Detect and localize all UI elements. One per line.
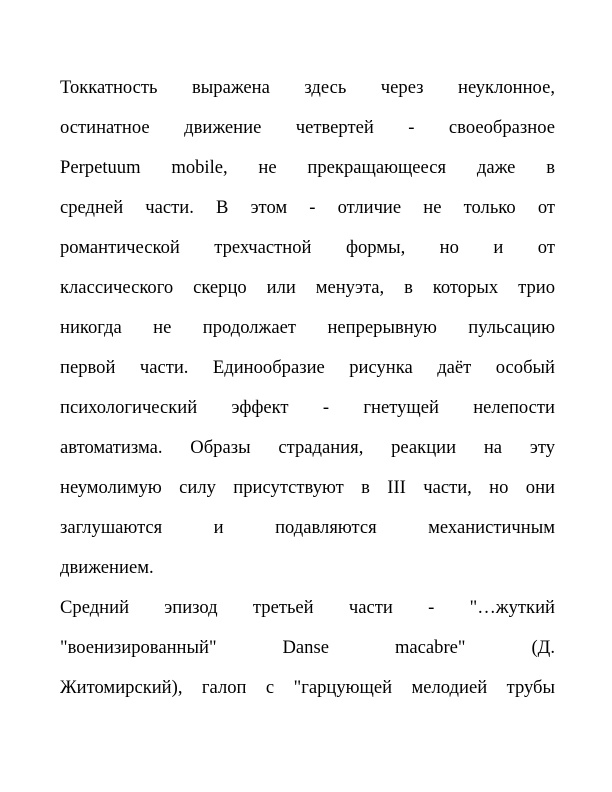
paragraph-end-line: движением. [60,557,154,578]
text-line: Токкатность выражена здесь через неуклонное, [60,77,555,98]
text-line: Житомирский), галоп с "гарцующей мелодией трубы [60,677,555,698]
text-line: романтической трехчастной формы, но и от [60,237,555,258]
text-line: средней части. В этом - отличие не только от [60,197,555,218]
text-line: психологический эффект - гнетущей нелепости [60,397,555,418]
text-line: неумолимую силу присутствуют в III части, но они [60,477,555,498]
text-line: автоматизма. Образы страдания, реакции на эту [60,437,555,458]
text-line: классического скерцо или менуэта, в которых трио [60,277,555,298]
text-line: Perpetuum mobile, не прекращающееся даже в [60,157,555,178]
text-line: первой части. Единообразие рисунка даёт особый [60,357,555,378]
text-line: Средний эпизод третьей части - "…жуткий [60,597,555,618]
text-line: "военизированный" Danse macabre" (Д. [60,637,555,658]
text-line: заглушаются и подавляются механистичным [60,517,555,538]
body-text [60,68,555,708]
text-line: остинатное движение четвертей - своеобразное [60,117,555,138]
text-line: никогда не продолжает непрерывную пульсацию [60,317,555,338]
